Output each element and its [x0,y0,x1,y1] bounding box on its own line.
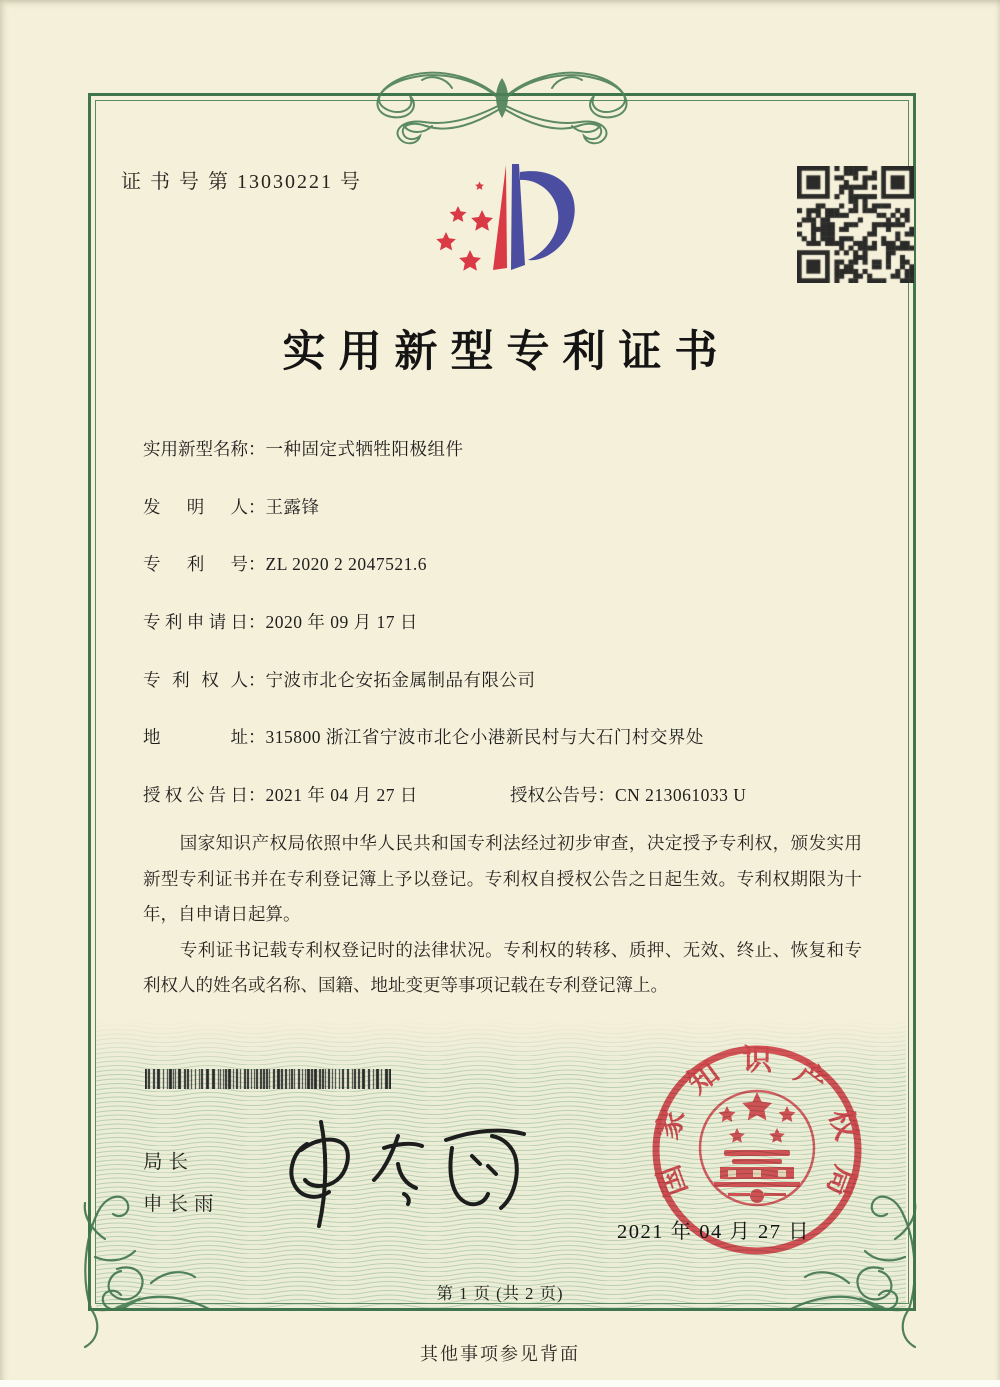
fields [143,436,883,840]
field-label: 授权公告日 [143,785,248,806]
officer-block [143,1142,220,1226]
field-colon: ： [597,785,615,806]
field-label: 实用新型名称 [143,439,248,459]
certificate-title: 实用新型专利证书 [282,329,731,376]
seal-date: 2021 年 04 月 27 日 [617,1221,811,1243]
qr-code [797,166,914,283]
field-row [143,551,883,609]
signature [275,1098,545,1233]
field-row [143,494,883,552]
field-value: ZL 2020 2 2047521.6 [265,554,427,575]
field-label: 专利申请日 [143,612,248,633]
scan-edge [0,1380,1000,1387]
legal-paragraph-1: 国家知识产权局依照中华人民共和国专利法经过初步审查，决定授予专利权，颁发实用新型专利证书并在专利登记簿上予以登记。专利权自授权公告之日起生效。专利权期限为十年，自申请日起算。 [143,833,862,924]
officer-title: 局长 [143,1152,195,1173]
field-value: 一种固定式牺牲阳极组件 [265,439,464,459]
field-row [143,436,883,494]
page-number: 第 1 页 (共 2 页) [436,1284,564,1303]
field-value: 宁波市北仑安拓金属制品有限公司 [265,669,536,690]
field-value: 2021 年 04 月 27 日 [265,785,418,806]
barcode [145,1069,391,1089]
field-colon: ： [248,612,266,633]
field-colon: ： [248,496,266,517]
field-row [143,667,883,725]
field-colon: ： [248,669,266,690]
legal-text [143,826,862,1004]
top-flourish [332,40,672,150]
field-value: 2020 年 09 月 17 日 [265,612,418,633]
field-row [143,724,883,782]
field-label: 授权公告号 [510,785,598,806]
certificate-number: 证 书 号 第 13030221 号 [121,171,362,193]
field-value: 315800 浙江省宁波市北仑小港新民村与大石门村交界处 [265,727,704,748]
field-value: CN 213061033 U [615,785,747,806]
field-colon: ： [248,785,266,806]
field-label: 地址 [143,727,248,748]
field-label: 发明人 [143,496,248,517]
field-label: 专利权人 [143,669,248,690]
officer-name: 申长雨 [143,1194,220,1215]
field-colon: ： [248,554,266,575]
back-note: 其他事项参见背面 [420,1344,580,1364]
field-value: 王露锋 [265,496,320,517]
field-label: 专利号 [143,554,248,575]
legal-paragraph-2: 专利证书记载专利权登记时的法律状况。专利权的转移、质押、无效、终止、恢复和专利权人的姓名或名称、国籍、地址变更等事项记载在专利登记簿上。 [143,939,862,995]
cnipa-logo-icon [420,148,600,293]
field-row [143,609,883,667]
field-colon: ： [248,727,266,748]
seal-text: 国家知识产权局 [651,1043,863,1201]
field-colon: ： [248,439,266,459]
